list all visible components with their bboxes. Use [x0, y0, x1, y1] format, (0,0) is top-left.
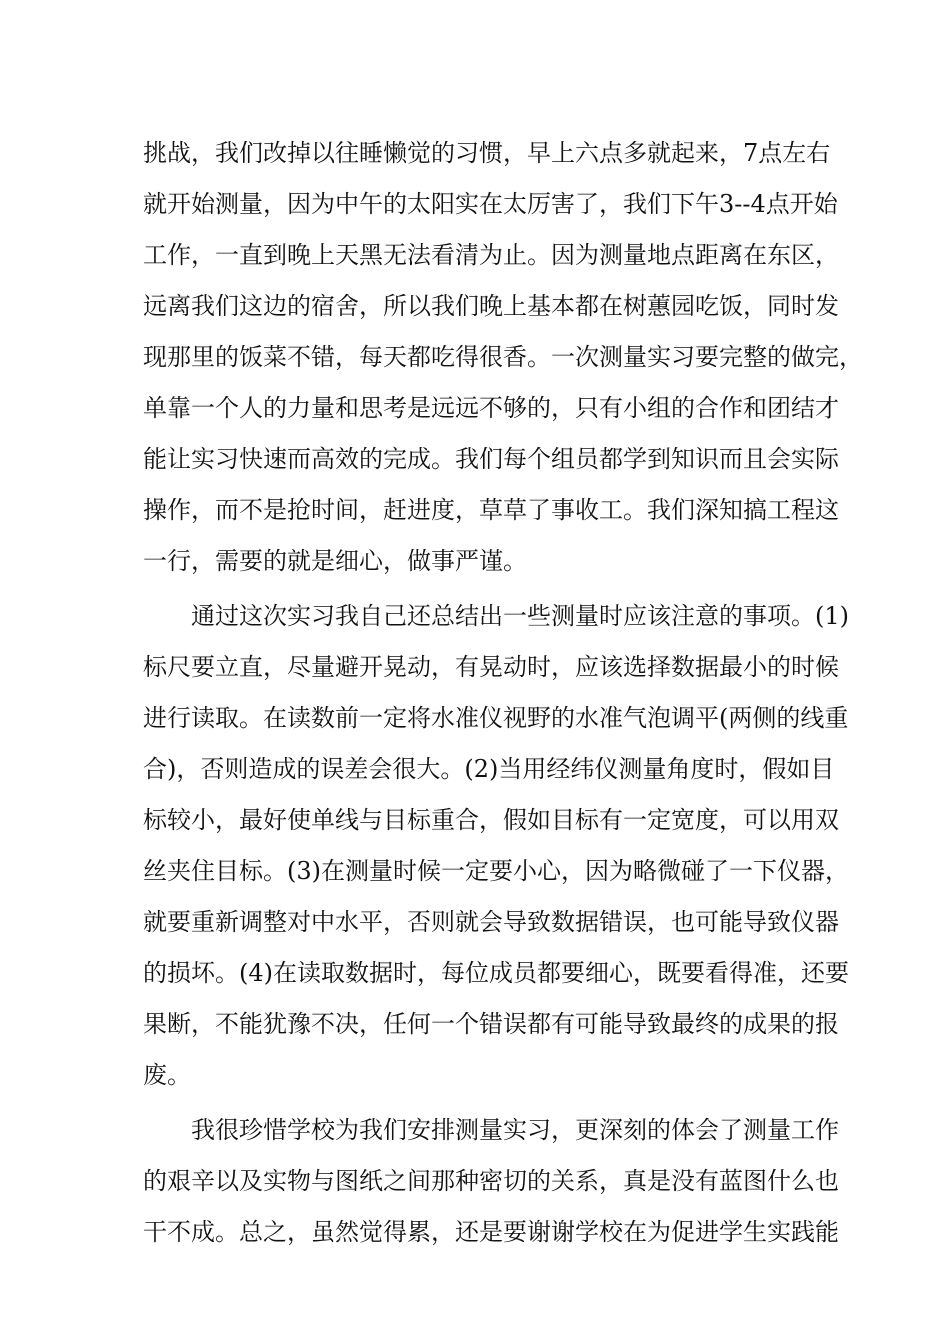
text-line: 丝夹住目标。(3)在测量时候一定要小心，因为略微碰了一下仪器，: [143, 857, 849, 885]
paragraph: [143, 128, 863, 587]
text-line: 操作，而不是抢时间，赶进度，草草了事收工。我们深知搞工程这: [143, 496, 839, 524]
text-line: 的损坏。(4)在读取数据时，每位成员都要细心，既要看得准，还要: [143, 959, 849, 987]
text-line: 我很珍惜学校为我们安排测量实习，更深刻的体会了测量工作: [191, 1116, 839, 1144]
text-line: 的艰辛以及实物与图纸之间那种密切的关系，真是没有蓝图什么也: [143, 1167, 839, 1195]
text-line: 果断，不能犹豫不决，任何一个错误都有可能导致最终的成果的报: [143, 1010, 839, 1038]
text-line: 能让实习快速而高效的完成。我们每个组员都学到知识而且会实际: [143, 445, 839, 473]
text-line: 一行，需要的就是细心，做事严谨。: [143, 547, 527, 575]
text-line: 废。: [143, 1061, 191, 1089]
text-line: 标尺要立直，尽量避开晃动，有晃动时，应该选择数据最小的时候: [143, 653, 839, 681]
document-body: [143, 128, 863, 1258]
text-line: 就开始测量，因为中午的太阳实在太厉害了，我们下午3--4点开始: [143, 190, 838, 218]
text-line: 合)，否则造成的误差会很大。(2)当用经纬仪测量角度时，假如目: [143, 755, 835, 783]
text-line: 现那里的饭菜不错，每天都吃得很香。一次测量实习要完整的做完，: [143, 343, 863, 371]
text-line: 进行读取。在读数前一定将水准仪视野的水准气泡调平(两侧的线重: [143, 704, 849, 732]
text-line: 工作，一直到晚上天黑无法看清为止。因为测量地点距离在东区，: [143, 241, 839, 269]
text-line: 远离我们这边的宿舍，所以我们晚上基本都在树蕙园吃饭，同时发: [143, 292, 839, 320]
text-line: 标较小，最好使单线与目标重合，假如目标有一定宽度，可以用双: [143, 806, 839, 834]
paragraph: [143, 591, 849, 1101]
paragraph: [143, 1105, 839, 1258]
text-line: 就要重新调整对中水平，否则就会导致数据错误，也可能导致仪器: [143, 908, 839, 936]
text-line: 通过这次实习我自己还总结出一些测量时应该注意的事项。(1): [191, 602, 849, 630]
text-line: 干不成。总之，虽然觉得累，还是要谢谢学校在为促进学生实践能: [143, 1218, 839, 1246]
text-line: 单靠一个人的力量和思考是远远不够的，只有小组的合作和团结才: [143, 394, 839, 422]
text-line: 挑战，我们改掉以往睡懒觉的习惯，早上六点多就起来，7点左右: [143, 139, 831, 167]
